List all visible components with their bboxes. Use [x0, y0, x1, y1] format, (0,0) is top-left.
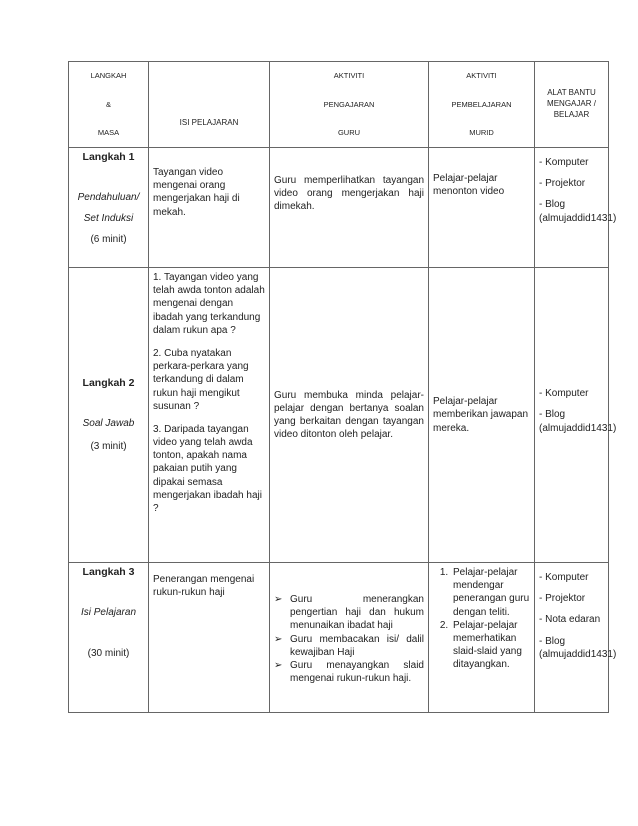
guru-cell: [270, 563, 429, 713]
header-alat-bantu: ALAT BANTU MENGAJAR / BELAJAR: [535, 62, 609, 148]
table-row: [69, 563, 609, 713]
guru-activity-item: ➢ Guru menerangkan pengertian haji dan hukum menunaikan ibadat haji: [274, 593, 424, 633]
header-langkah-masa: LANGKAH & MASA: [69, 62, 149, 148]
header-isi-pelajaran: ISI PELAJARAN: [149, 62, 270, 148]
step-cell: Langkah 2 Soal Jawab (3 minit): [69, 268, 149, 563]
murid-cell: Pelajar-pelajar memberikan jawapan mereka.: [429, 268, 535, 563]
isi-cell: Tayangan video mengenai orang mengerjakan haji di mekah.: [149, 148, 270, 268]
guru-cell: Guru memperlihatkan tayangan video orang mengerjakan haji dimekah.: [270, 148, 429, 268]
guru-cell: Guru membuka minda pelajar-pelajar dengan bertanya soalan yang berkaitan dengan tayangan video ditonton oleh pelajar.: [270, 268, 429, 563]
table-row: [69, 148, 609, 268]
guru-activity-item: ➢ Guru menayangkan slaid mengenai rukun-rukun haji.: [274, 659, 424, 685]
murid-cell: [429, 563, 535, 713]
murid-activity-item: 2. Pelajar-pelajar memerhatikan slaid-slaid yang ditayangkan.: [451, 619, 530, 672]
header-aktiviti-murid: AKTIVITI PEMBELAJARAN MURID: [429, 62, 535, 148]
header-aktiviti-guru: AKTIVITI PENGAJARAN GURU: [270, 62, 429, 148]
table-row: [69, 268, 609, 563]
step-cell: Langkah 3 Isi Pelajaran (30 minit): [69, 563, 149, 713]
murid-activity-item: 1. Pelajar-pelajar mendengar penerangan guru dengan teliti.: [451, 566, 530, 619]
isi-cell: Penerangan mengenai rukun-rukun haji: [149, 563, 270, 713]
isi-cell: 1. Tayangan video yang telah awda tonton adalah mengenai dengan ibadah yang terkandung dalam rukun apa ? 2. Cuba nyatakan perkara-perkara yang terkandung di dalam rukun haji mengikut susunan ? 3. Daripada tayangan video yang telah awda tonton, apakah nama pakaian putih yang dipakai semasa mengerjakan ibadah haji ?: [149, 268, 270, 563]
step-cell: Langkah 1 Pendahuluan/ Set Induksi (6 minit): [69, 148, 149, 268]
lesson-plan-table: [68, 61, 617, 713]
header-row: [69, 62, 609, 148]
alat-cell: - Komputer - Projektor - Blog (almujaddid1431): [535, 148, 609, 268]
alat-cell: - Komputer - Blog (almujaddid1431): [535, 268, 609, 563]
guru-activity-item: ➢ Guru membacakan isi/ dalil kewajiban Haji: [274, 633, 424, 659]
alat-cell: - Komputer - Projektor - Nota edaran - Blog (almujaddid1431): [535, 563, 609, 713]
murid-cell: Pelajar-pelajar menonton video: [429, 148, 535, 268]
